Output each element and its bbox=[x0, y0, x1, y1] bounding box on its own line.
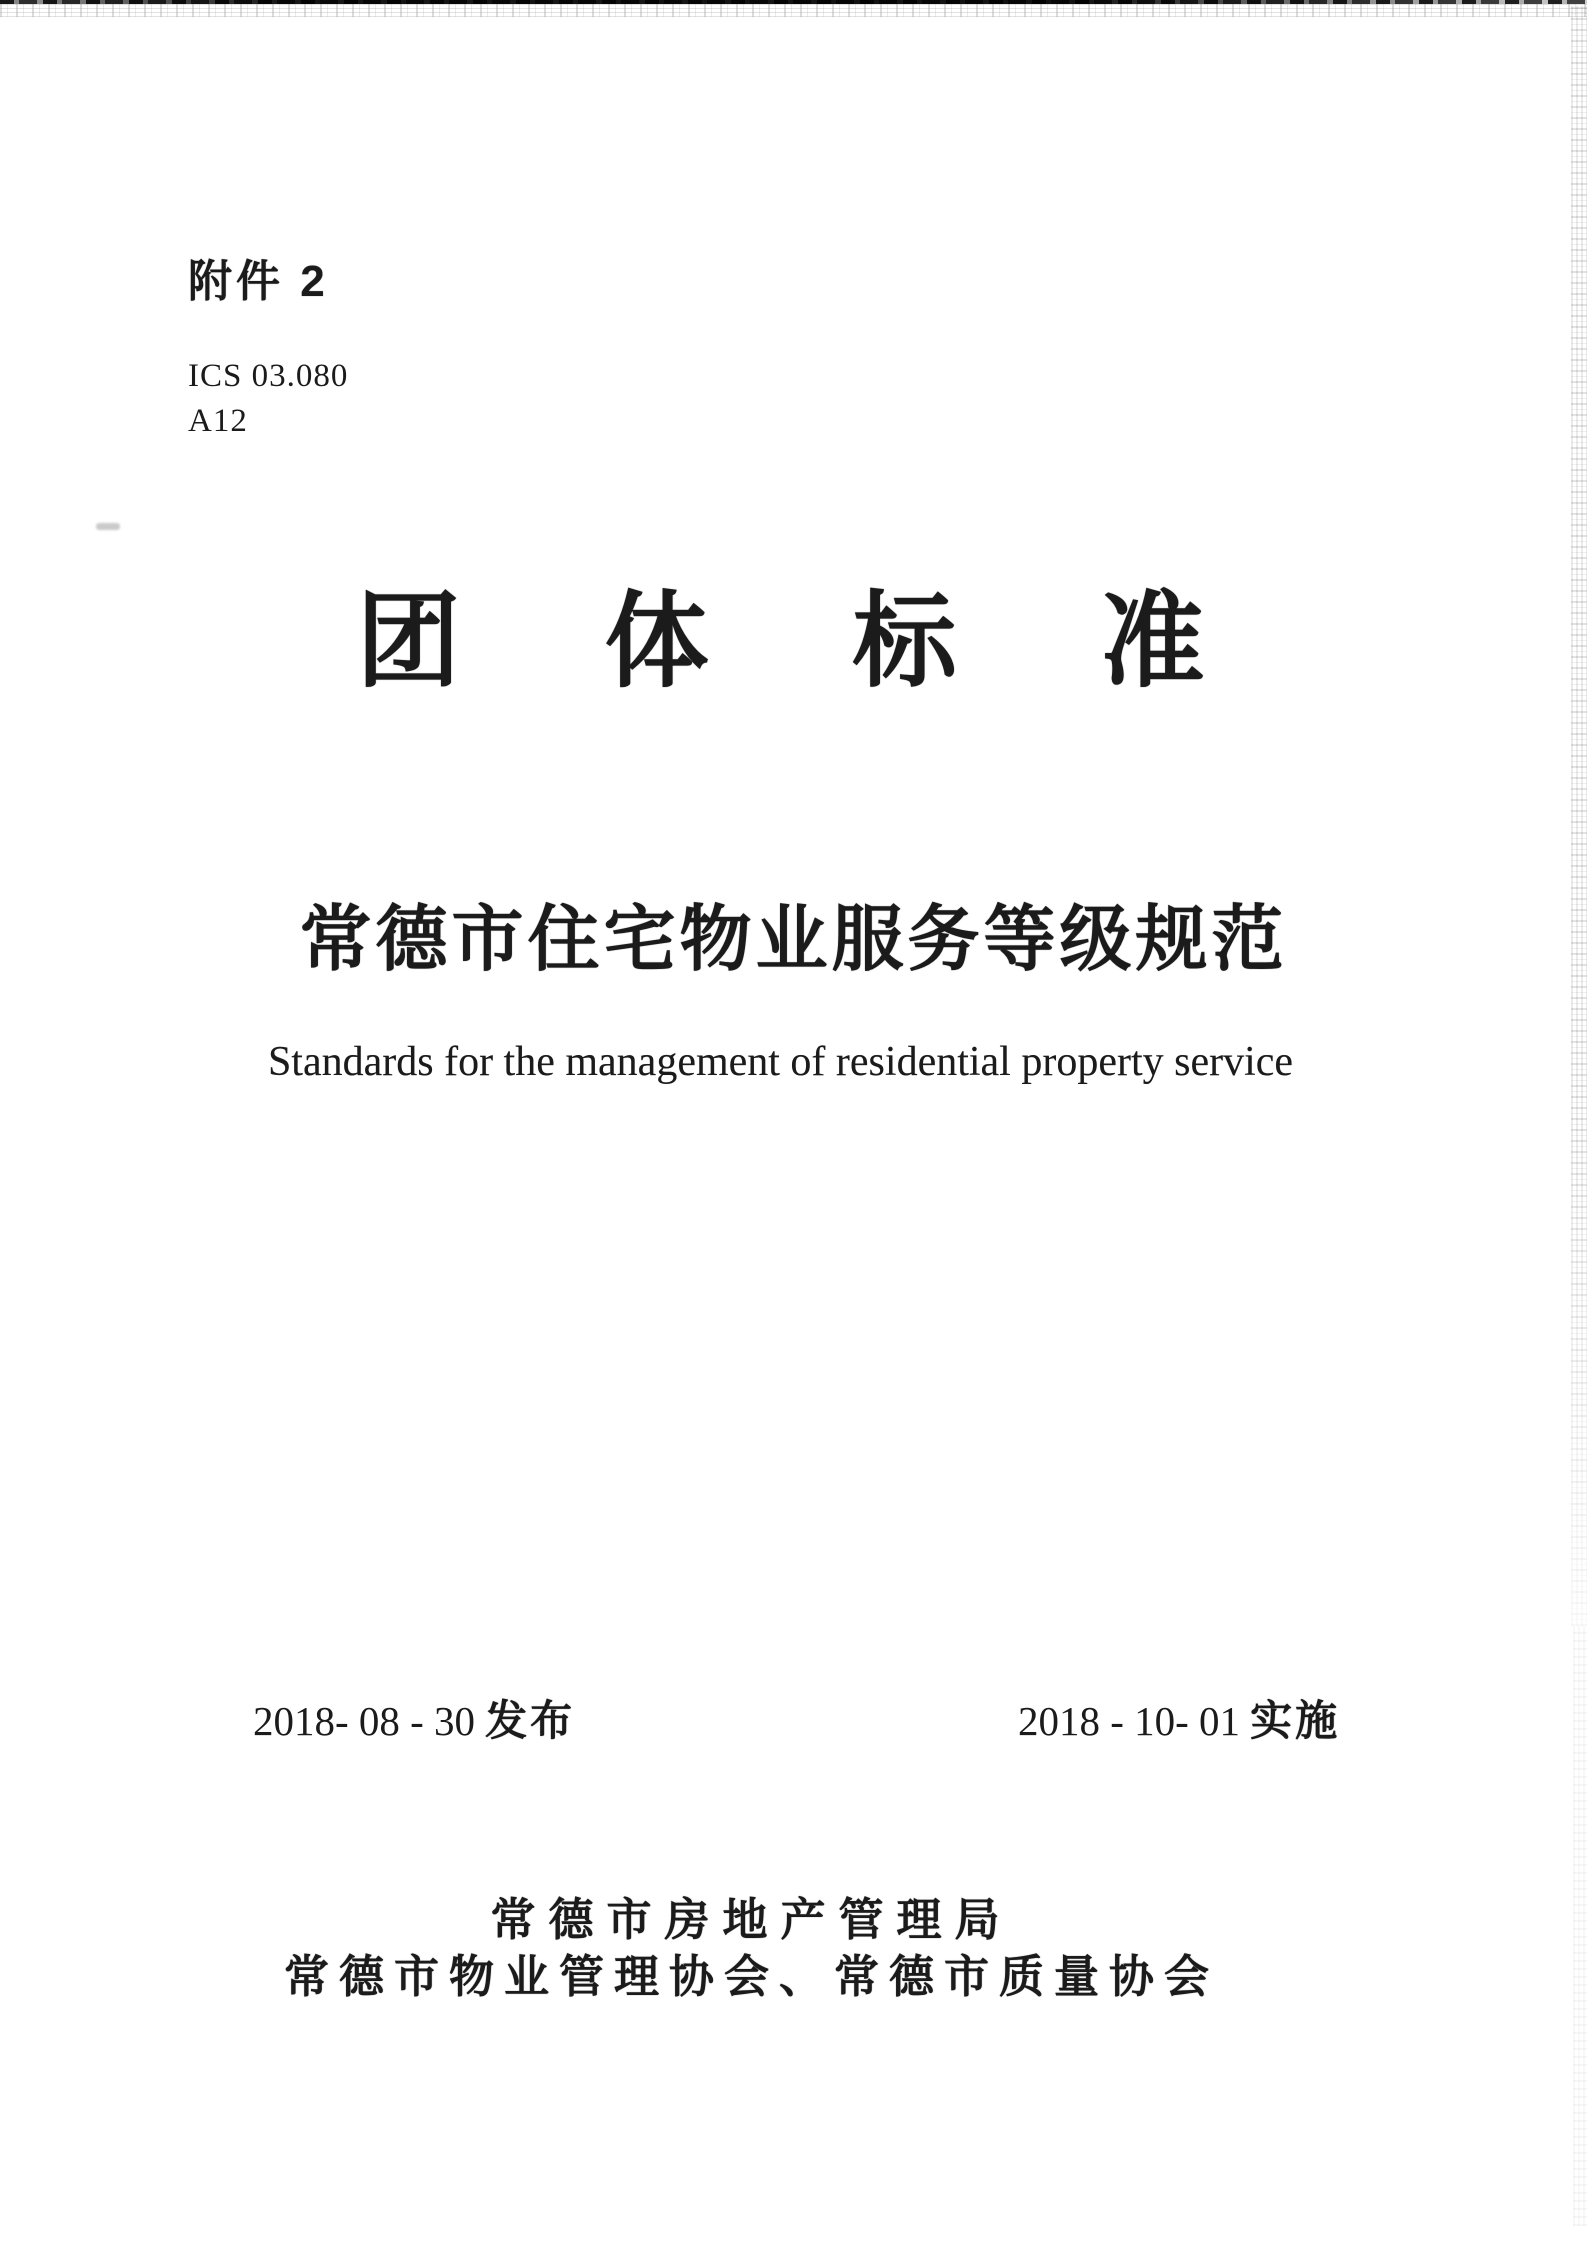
classification-code: A12 bbox=[188, 403, 248, 439]
doc-type-char: 准 bbox=[1100, 584, 1205, 700]
publish-date bbox=[253, 1688, 575, 1748]
doc-type-char: 团 bbox=[356, 584, 461, 700]
ics-code: ICS 03.080 bbox=[188, 358, 349, 394]
implement-date-label: 实施 bbox=[1250, 1697, 1341, 1744]
issuing-org-line-1: 常德市房地产管理局 bbox=[490, 1894, 1013, 1945]
scan-smudge bbox=[96, 523, 120, 530]
doc-type-title bbox=[0, 584, 1587, 700]
attachment-label: 附件 2 bbox=[188, 257, 329, 306]
scan-noise-right-edge bbox=[1571, 6, 1587, 1626]
ics-block bbox=[188, 354, 348, 444]
implement-date bbox=[1018, 1688, 1340, 1748]
issuing-orgs bbox=[0, 1891, 1545, 2005]
doc-type-char: 体 bbox=[604, 584, 709, 700]
publish-date-label: 发布 bbox=[485, 1697, 576, 1744]
document-title-cn: 常德市住宅物业服务等级规范 bbox=[299, 900, 1288, 980]
scan-noise-top-edge bbox=[0, 0, 1587, 20]
date-row bbox=[0, 1688, 1587, 1744]
issuing-org-line-2: 常德市物业管理协会、常德市质量协会 bbox=[283, 1951, 1219, 2002]
doc-type-char: 标 bbox=[852, 584, 957, 700]
implement-date-value: 2018 - 10- 01 bbox=[1018, 1698, 1241, 1744]
publish-date-value: 2018- 08 - 30 bbox=[253, 1698, 476, 1744]
document-title-en: Standards for the management of residential property service bbox=[267, 1039, 1294, 1085]
scan-noise-top-speckle bbox=[0, 4, 1587, 17]
